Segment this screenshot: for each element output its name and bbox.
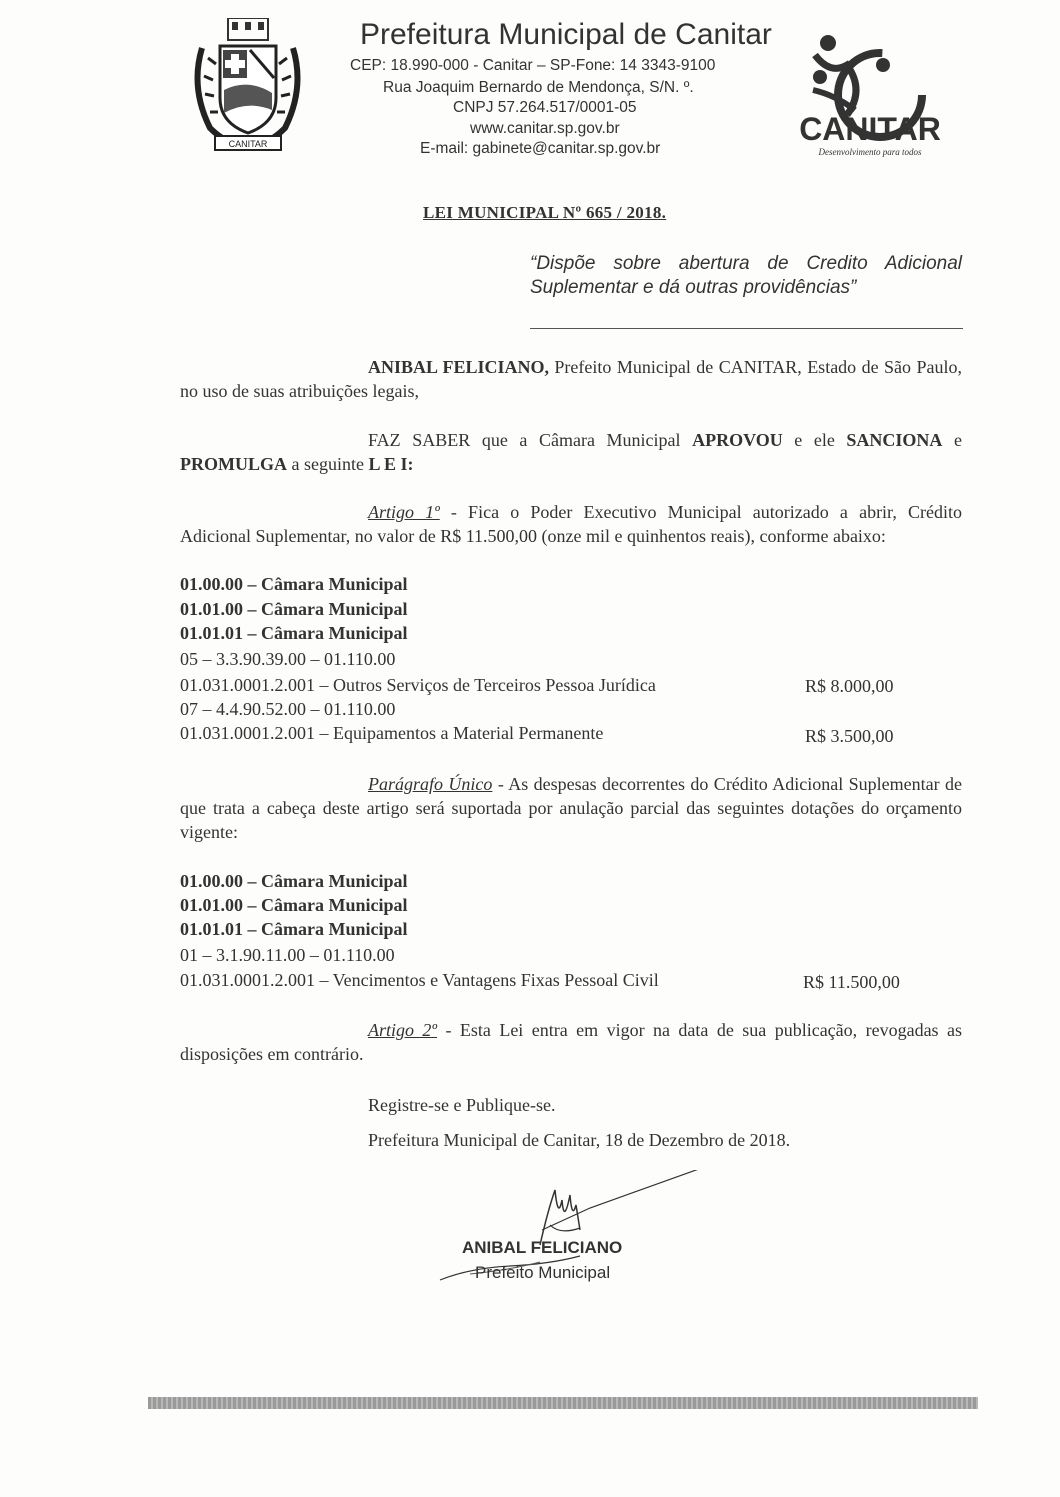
- article-1-label: Artigo 1º: [368, 502, 440, 522]
- art1-line-6: 07 – 4.4.90.52.00 – 01.110.00: [180, 699, 396, 719]
- art1-line-5: 01.031.0001.2.001 – Outros Serviços de Terceiros Pessoa Jurídica: [180, 675, 656, 695]
- aprovou-word: APROVOU: [692, 430, 783, 450]
- header-website: www.canitar.sp.gov.br: [470, 120, 620, 137]
- signer-name: ANIBAL FELICIANO: [462, 1238, 623, 1257]
- place-date-line: Prefeitura Municipal de Canitar, 18 de Dezembro de 2018.: [368, 1130, 791, 1150]
- article-2-paragraph: [180, 1018, 962, 1066]
- header-email: E-mail: gabinete@canitar.sp.gov.br: [420, 140, 661, 157]
- footer-divider: [148, 1397, 978, 1409]
- faz-saber-paragraph: [180, 428, 962, 476]
- art1-line-4: 05 – 3.3.90.39.00 – 01.110.00: [180, 649, 396, 669]
- intro-paragraph: [180, 355, 962, 403]
- par-line-2: 01.01.00 – Câmara Municipal: [180, 895, 408, 915]
- article-2-text: - Esta Lei entra em vigor na data de sua publicação, revogadas as disposições em contrário.: [180, 1020, 962, 1064]
- header-cnpj: CNPJ 57.264.517/0001-05: [453, 99, 637, 116]
- header-title: Prefeitura Municipal de Canitar: [360, 18, 772, 51]
- article-2-label: Artigo 2º: [368, 1020, 438, 1040]
- paragrafo-unico-label: Parágrafo Único: [368, 774, 493, 794]
- art1-line-3: 01.01.01 – Câmara Municipal: [180, 623, 408, 643]
- header-address: Rua Joaquim Bernardo de Mendonça, S/N. º.: [383, 79, 694, 96]
- art1-amount-2: R$ 3.500,00: [805, 726, 894, 746]
- law-title: LEI MUNICIPAL Nº 665 / 2018.: [423, 203, 667, 222]
- canitar-logo: [775, 35, 965, 175]
- paragrafo-unico-text: - As despesas decorrentes do Crédito Adicional Suplementar de que trata a cabeça deste artigo será suportada por anulação parcial das seguintes dotações do orçamento vigente:: [180, 774, 962, 842]
- signer-role: Prefeito Municipal: [475, 1263, 611, 1282]
- faz-saber-text-2: e ele: [782, 430, 847, 450]
- par-line-3: 01.01.01 – Câmara Municipal: [180, 919, 408, 939]
- ementa-underline: [530, 328, 963, 329]
- paragrafo-unico-paragraph: [180, 772, 962, 844]
- logo-tagline: Desenvolvimento para todos: [818, 147, 922, 157]
- art1-line-2: 01.01.00 – Câmara Municipal: [180, 599, 408, 619]
- intro-text: Prefeito Municipal de CANITAR, Estado de São Paulo, no uso de suas atribuições legais,: [180, 357, 962, 401]
- par-line-1: 01.00.00 – Câmara Municipal: [180, 871, 408, 891]
- sanciona-word: SANCIONA: [846, 430, 943, 450]
- art1-line-7: 01.031.0001.2.001 – Equipamentos a Material Permanente: [180, 723, 604, 743]
- article-1-text: - Fica o Poder Executivo Municipal autorizado a abrir, Crédito Adicional Suplementar, no valor de R$ 11.500,00 (onze mil e quinhentos reais), conforme abaixo:: [180, 502, 962, 546]
- par-amount: R$ 11.500,00: [803, 972, 900, 992]
- lei-word: L E I:: [368, 454, 414, 474]
- crest-text: CANITAR: [228, 139, 268, 149]
- faz-saber-text-3: e: [942, 430, 963, 450]
- article-1-paragraph: [180, 500, 962, 548]
- art1-line-1: 01.00.00 – Câmara Municipal: [180, 574, 408, 594]
- logo-wordmark: CANITAR: [799, 111, 941, 147]
- municipal-crest-emblem: [190, 18, 305, 158]
- law-ementa: “Dispõe sobre abertura de Credito Adicional Suplementar e dá outras providências”: [530, 253, 962, 298]
- promulga-word: PROMULGA: [180, 454, 287, 474]
- faz-saber-text-4: a seguinte: [287, 454, 369, 474]
- art1-amount-1: R$ 8.000,00: [805, 676, 894, 696]
- par-line-5: 01.031.0001.2.001 – Vencimentos e Vantagens Fixas Pessoal Civil: [180, 970, 659, 990]
- registre-line: Registre-se e Publique-se.: [368, 1095, 556, 1115]
- par-line-4: 01 – 3.1.90.11.00 – 01.110.00: [180, 945, 395, 965]
- header-cep-phone: CEP: 18.990-000 - Canitar – SP-Fone: 14 3343-9100: [350, 57, 716, 74]
- mayor-name: ANIBAL FELICIANO,: [368, 357, 549, 377]
- faz-saber-text-1: FAZ SABER que a Câmara Municipal: [368, 430, 693, 450]
